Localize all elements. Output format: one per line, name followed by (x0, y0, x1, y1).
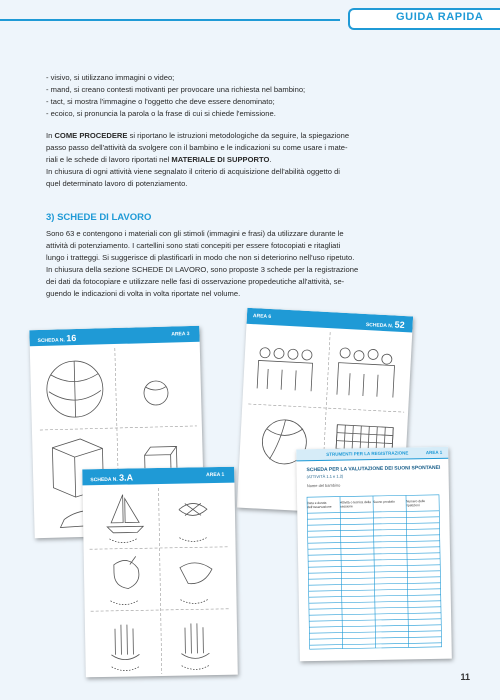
paragraph-line: riali e le schede di lavoro riportati nel MATERIALE DI SUPPORTO. (46, 155, 272, 164)
paragraph-line: guendo le indicazioni di volta in volta riportate nel volume. (46, 289, 241, 298)
worksheet-3a-thumbnail (82, 467, 238, 678)
sheet-label: SCHEDA N. (37, 337, 65, 345)
record-strip-label: STRUMENTI PER LA REGISTRAZIONE (326, 450, 409, 457)
paragraph-line: In COME PROCEDERE si riportano le istruzioni metodologiche da seguire, la spiegazione (46, 131, 350, 140)
sheet-area: AREA 1 (206, 471, 225, 479)
column-header: Numero delle ripetizioni (406, 499, 426, 508)
section-paragraph (46, 228, 456, 300)
sheet-label: SCHEDA N. (90, 476, 118, 484)
shell-icon (180, 563, 212, 584)
list-item: - visivo, si utilizzano immagini o video; (46, 73, 175, 82)
column-header: Attività o tecnica della sessione (340, 500, 371, 509)
paragraph-line: In chiusura della sezione SCHEDE DI LAVORO, sono proposte 3 schede per la registrazione (46, 265, 359, 274)
bold-term: COME PROCEDERE (54, 131, 128, 140)
hand-icon (181, 623, 210, 658)
hand-icon (111, 624, 140, 659)
team-photo-icon (337, 348, 395, 398)
sheet-area: AREA 6 (252, 313, 272, 321)
paragraph-line: quel determinato lavoro di potenziamento. (46, 179, 188, 188)
column-header: Suono prodotto (373, 499, 395, 505)
dog-icon (114, 556, 139, 588)
page-header-title: GUIDA RAPIDA (396, 11, 484, 23)
small-ball-icon (144, 381, 169, 406)
sheet-number: 3.A (118, 472, 134, 483)
bold-term: MATERIALE DI SUPPORTO (171, 155, 270, 164)
paragraph-line: In chiusura di ogni attività viene segnalato il criterio di acquisizione dell'abilità oggetto di (46, 167, 340, 176)
record-name-label: Nome del bambino (306, 482, 341, 489)
recording-sheet-thumbnail (296, 447, 452, 662)
record-title: SCHEDA PER LA VALUTAZIONE DEI SUONI SPONTANEI (306, 464, 441, 474)
page-number: 11 (460, 672, 470, 682)
sailboat-icon (107, 494, 144, 533)
header-rule (0, 19, 340, 21)
record-subtitle: (ATTIVITÀ 1.1 e 1.2) (306, 473, 344, 480)
list-item: - mand, si creano contesti motivanti per provocare una richiesta nel bambino; (46, 85, 306, 94)
paragraph-line: lungo i tratteggi. Si suggerisce di plastificarli in modo che non si deteriorino nell'uso ripetuto. (46, 253, 355, 262)
header-bar (0, 0, 500, 40)
sheet-number: 16 (66, 333, 77, 344)
technique-list (46, 72, 456, 120)
knot-icon (179, 503, 207, 515)
list-item: - ecoico, si pronuncia la parola o la frase di cui si chiede l'emissione. (46, 109, 276, 118)
section-title: 3) SCHEDE DI LAVORO (46, 212, 152, 223)
record-table-grid (296, 447, 452, 662)
sheet-illustrations (82, 467, 238, 678)
sheet-area: AREA 3 (171, 331, 190, 338)
column-header: Data e durata dell'osservazione (307, 500, 332, 510)
sheet-label: SCHEDA N. (365, 322, 394, 330)
paragraph-line: dei dati da fotocopiare e utilizzare nelle fasi di osservazione propedeutiche all'attività, se- (46, 277, 345, 286)
paragraph-line: Sono 63 e contengono i materiali con gli stimoli (immagini e frasi) da utilizzare durante le (46, 229, 344, 238)
sheet-area: AREA 1 (425, 449, 443, 456)
list-item: - tact, si mostra l'immagine o l'oggetto che deve essere denominato; (46, 97, 275, 106)
team-photo-icon (257, 347, 313, 391)
procedure-paragraph (46, 130, 456, 190)
paragraph-line: passo passo dell'attività da svolgere con il bambino e le indicazioni su come usare i mate- (46, 143, 348, 152)
paragraph-line: attività di potenziamento. I cartellini sono stati concepiti per essere fotocopiati e ritagliati (46, 241, 341, 250)
sheet-number: 52 (394, 319, 405, 331)
